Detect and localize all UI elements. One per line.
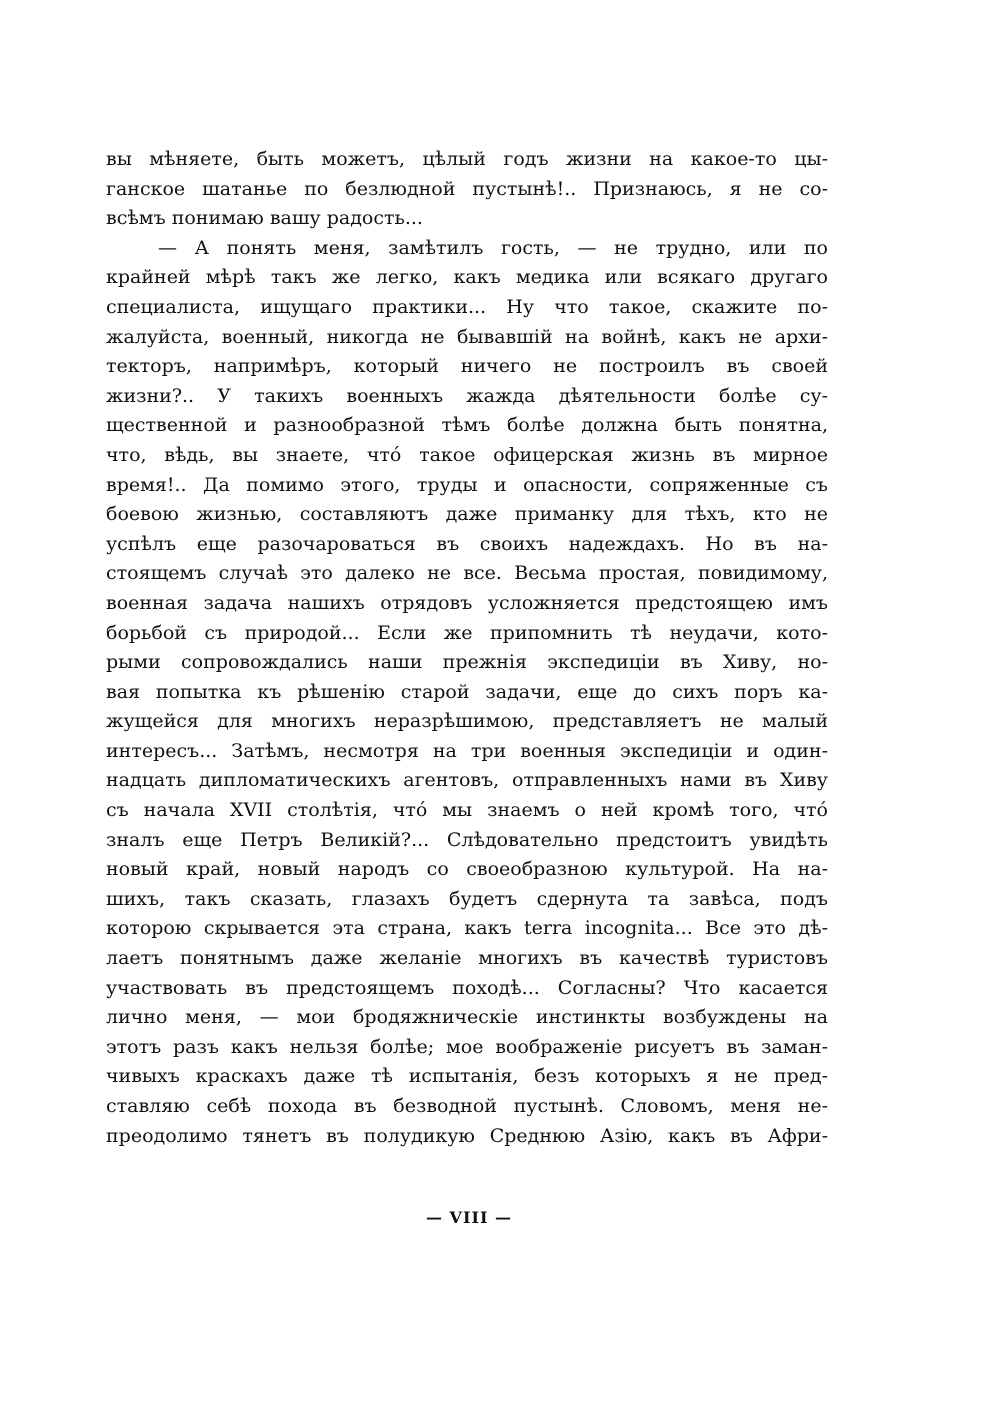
text-line: щественной и разнообразной тѣмъ болѣе должна быть понятна,: [106, 414, 828, 437]
text-line: вы мѣняете, быть можетъ, цѣлый годъ жизни на какое-то цы-: [106, 148, 828, 170]
text-line: боевою жизнью, составляютъ даже приманку для тѣхъ, кто не: [106, 503, 828, 526]
text-line: стоящемъ случаѣ это далеко не все. Весьма простая, повидимому,: [106, 562, 828, 585]
text-line: военная задача нашихъ отрядовъ усложняется предстоящею имъ: [106, 591, 828, 614]
text-line: надцать дипломатическихъ агентовъ, отправленныхъ нами въ Хиву: [106, 769, 828, 792]
text-line: зналъ еще Петръ Великій?... Слѣдовательно предстоитъ увидѣть: [106, 828, 828, 851]
text-line: что, вѣдь, вы знаете, что́ такое офицерская жизнь въ мирное: [106, 443, 828, 466]
text-line: съ начала XVII столѣтія, что́ мы знаемъ о ней кромѣ того, что́: [106, 799, 828, 822]
text-line: преодолимо тянетъ въ полудикую Среднюю Азію, какъ въ Афри-: [106, 1124, 828, 1147]
text-line: специалиста, ищущаго практики... Ну что такое, скажите по-: [106, 295, 828, 318]
text-line: ганское шатанье по безлюдной пустынѣ!.. Признаюсь, я не со-: [106, 177, 828, 200]
text-line: интересъ... Затѣмъ, несмотря на три военныя экспедиціи и один-: [106, 739, 828, 762]
text-line: этотъ разъ какъ нельзя болѣе; мое воображеніе рисуетъ въ заман-: [106, 1035, 828, 1058]
text-line: текторъ, напримѣръ, который ничего не построилъ въ своей: [106, 355, 828, 378]
text-line: жизни?.. У такихъ военныхъ жажда дѣятельности болѣе су-: [106, 384, 828, 407]
text-line: чивыхъ краскахъ даже тѣ испытанія, безъ которыхъ я не пред-: [106, 1065, 828, 1088]
text-line: рыми сопровождались наши прежнія экспедиціи въ Хиву, но-: [106, 651, 828, 674]
text-line: шихъ, такъ сказать, глазахъ будетъ сдернута та завѣса, подъ: [106, 887, 828, 910]
text-line: борьбой съ природой... Если же припомнить тѣ неудачи, кото-: [106, 621, 828, 644]
page-number: — VIII —: [425, 1208, 512, 1227]
text-line: жалуйста, военный, никогда не бывавшій на войнѣ, какъ не архи-: [106, 325, 828, 348]
paragraph-start-line: — А понять меня, замѣтилъ гость, — не трудно, или по: [158, 236, 828, 259]
text-line: крайней мѣрѣ такъ же легко, какъ медика или всякаго другаго: [106, 266, 828, 289]
text-line: всѣмъ понимаю вашу радость...: [106, 207, 423, 230]
text-line: лично меня, — мои бродяжническіе инстинкты возбуждены на: [106, 1006, 828, 1029]
text-line: успѣлъ еще разочароваться въ своихъ надеждахъ. Но въ на-: [106, 532, 828, 555]
text-line: лаетъ понятнымъ даже желаніе многихъ въ качествѣ туристовъ: [106, 947, 828, 970]
text-line: жущейся для многихъ неразрѣшимою, представляетъ не малый: [106, 710, 828, 733]
text-line: время!.. Да помимо этого, труды и опасности, сопряженные съ: [106, 473, 828, 496]
text-line: которою скрывается эта страна, какъ terra incognita... Все это дѣ-: [106, 917, 828, 940]
text-line: участвовать въ предстоящемъ походѣ... Согласны? Что касается: [106, 976, 828, 999]
text-line: новый край, новый народъ со своеобразною культурой. На на-: [106, 858, 828, 881]
text-line: ставляю себѣ похода въ безводной пустынѣ. Словомъ, меня не-: [106, 1095, 828, 1117]
text-line: вая попытка къ рѣшенію старой задачи, еще до сихъ поръ ка-: [106, 680, 828, 703]
body-text: [106, 145, 828, 1151]
